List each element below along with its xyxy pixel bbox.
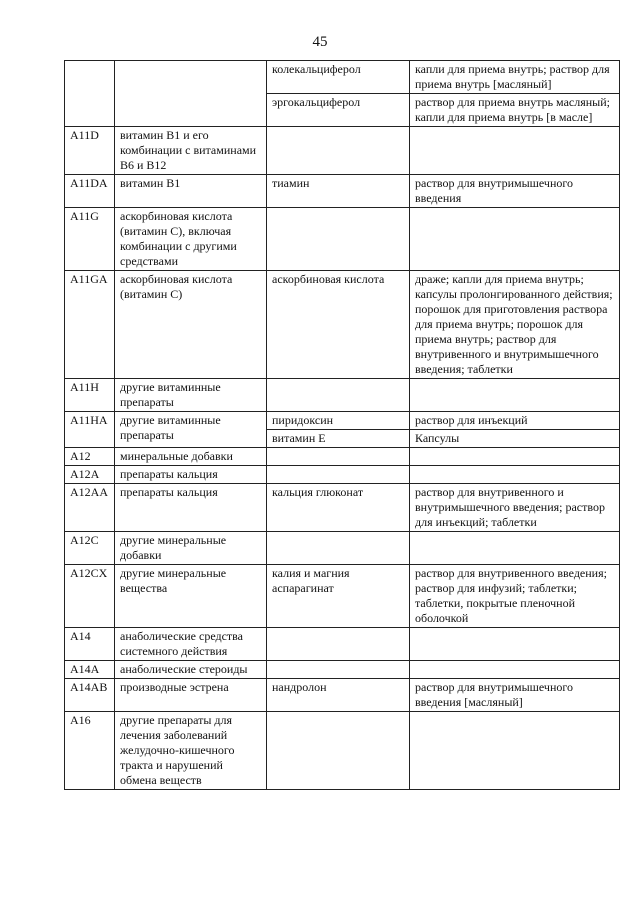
dosage-form-cell	[410, 127, 620, 175]
group-cell: препараты кальция	[115, 466, 267, 484]
group-cell: аскорбиновая кислота (витамин С), включая комбинации с другими средствами	[115, 208, 267, 271]
table-row	[65, 271, 620, 379]
group-cell: другие минеральные вещества	[115, 565, 267, 628]
dosage-form-cell	[410, 379, 620, 412]
substance-cell: колекальциферол	[267, 61, 410, 94]
substance-cell	[267, 448, 410, 466]
atc-code-cell: A11HA	[65, 412, 115, 448]
group-cell: анаболические средства системного действия	[115, 628, 267, 661]
group-cell: витамин В1 и его комбинации с витаминами В6 и В12	[115, 127, 267, 175]
dosage-form-cell	[410, 661, 620, 679]
dosage-form-cell	[410, 466, 620, 484]
table-row	[65, 466, 620, 484]
atc-code-cell: A12A	[65, 466, 115, 484]
table-row	[65, 379, 620, 412]
dosage-form-cell	[410, 628, 620, 661]
table-row	[65, 61, 620, 94]
atc-code-cell: A12CX	[65, 565, 115, 628]
substance-cell	[267, 532, 410, 565]
table-row	[65, 412, 620, 430]
group-cell: анаболические стероиды	[115, 661, 267, 679]
dosage-form-cell: драже; капли для приема внутрь; капсулы пролонгированного действия; порошок для приготовления раствора для приема внутрь; порошок для приема внутрь; раствор для внутривенного и внутримышечного введения; таблетки	[410, 271, 620, 379]
atc-code-cell: A12	[65, 448, 115, 466]
dosage-form-cell: раствор для инъекций	[410, 412, 620, 430]
group-cell: минеральные добавки	[115, 448, 267, 466]
substance-cell	[267, 379, 410, 412]
atc-code-cell: A11DA	[65, 175, 115, 208]
group-cell: аскорбиновая кислота (витамин С)	[115, 271, 267, 379]
dosage-form-cell	[410, 712, 620, 790]
dosage-form-cell: раствор для приема внутрь масляный; капли для приема внутрь [в масле]	[410, 94, 620, 127]
group-cell: другие препараты для лечения заболеваний желудочно-кишечного тракта и нарушений обмена веществ	[115, 712, 267, 790]
table-row	[65, 628, 620, 661]
dosage-form-cell	[410, 532, 620, 565]
atc-code-cell	[65, 61, 115, 127]
substance-cell: аскорбиновая кислота	[267, 271, 410, 379]
table-row	[65, 208, 620, 271]
substance-cell	[267, 127, 410, 175]
group-cell: препараты кальция	[115, 484, 267, 532]
atc-code-cell: A14AB	[65, 679, 115, 712]
substance-cell: нандролон	[267, 679, 410, 712]
atc-code-cell: A12AA	[65, 484, 115, 532]
group-cell	[115, 61, 267, 127]
table-row	[65, 484, 620, 532]
group-cell: производные эстрена	[115, 679, 267, 712]
substance-cell: калия и магния аспарагинат	[267, 565, 410, 628]
atc-code-cell: A16	[65, 712, 115, 790]
dosage-form-cell	[410, 208, 620, 271]
dosage-form-cell: раствор для внутримышечного введения	[410, 175, 620, 208]
substance-cell	[267, 661, 410, 679]
table-row	[65, 448, 620, 466]
dosage-form-cell: раствор для внутривенного и внутримышечного введения; раствор для инъекций; таблетки	[410, 484, 620, 532]
table-row	[65, 127, 620, 175]
page-number: 45	[312, 34, 328, 50]
substance-cell: витамин Е	[267, 430, 410, 448]
group-cell: другие витаминные препараты	[115, 412, 267, 448]
substance-cell: тиамин	[267, 175, 410, 208]
atc-code-cell: A12C	[65, 532, 115, 565]
substance-cell	[267, 712, 410, 790]
dosage-form-cell	[410, 448, 620, 466]
atc-code-cell: A11G	[65, 208, 115, 271]
dosage-form-cell: раствор для внутривенного введения; раствор для инфузий; таблетки; таблетки, покрытые пленочной оболочкой	[410, 565, 620, 628]
table-row	[65, 712, 620, 790]
table-row	[65, 175, 620, 208]
table-row	[65, 565, 620, 628]
substance-cell: пиридоксин	[267, 412, 410, 430]
substance-cell	[267, 208, 410, 271]
dosage-form-cell: Капсулы	[410, 430, 620, 448]
atc-code-cell: A11GA	[65, 271, 115, 379]
table-row	[65, 661, 620, 679]
table-row	[65, 532, 620, 565]
dosage-form-cell: капли для приема внутрь; раствор для приема внутрь [масляный]	[410, 61, 620, 94]
dosage-form-cell: раствор для внутримышечного введения [масляный]	[410, 679, 620, 712]
substance-cell: кальция глюконат	[267, 484, 410, 532]
substance-cell	[267, 628, 410, 661]
atc-code-cell: A14	[65, 628, 115, 661]
atc-code-cell: A11D	[65, 127, 115, 175]
substance-cell	[267, 466, 410, 484]
substance-cell: эргокальциферол	[267, 94, 410, 127]
table-row	[65, 679, 620, 712]
drug-table	[64, 60, 620, 790]
group-cell: другие минеральные добавки	[115, 532, 267, 565]
group-cell: витамин В1	[115, 175, 267, 208]
atc-code-cell: A14A	[65, 661, 115, 679]
atc-code-cell: A11H	[65, 379, 115, 412]
group-cell: другие витаминные препараты	[115, 379, 267, 412]
